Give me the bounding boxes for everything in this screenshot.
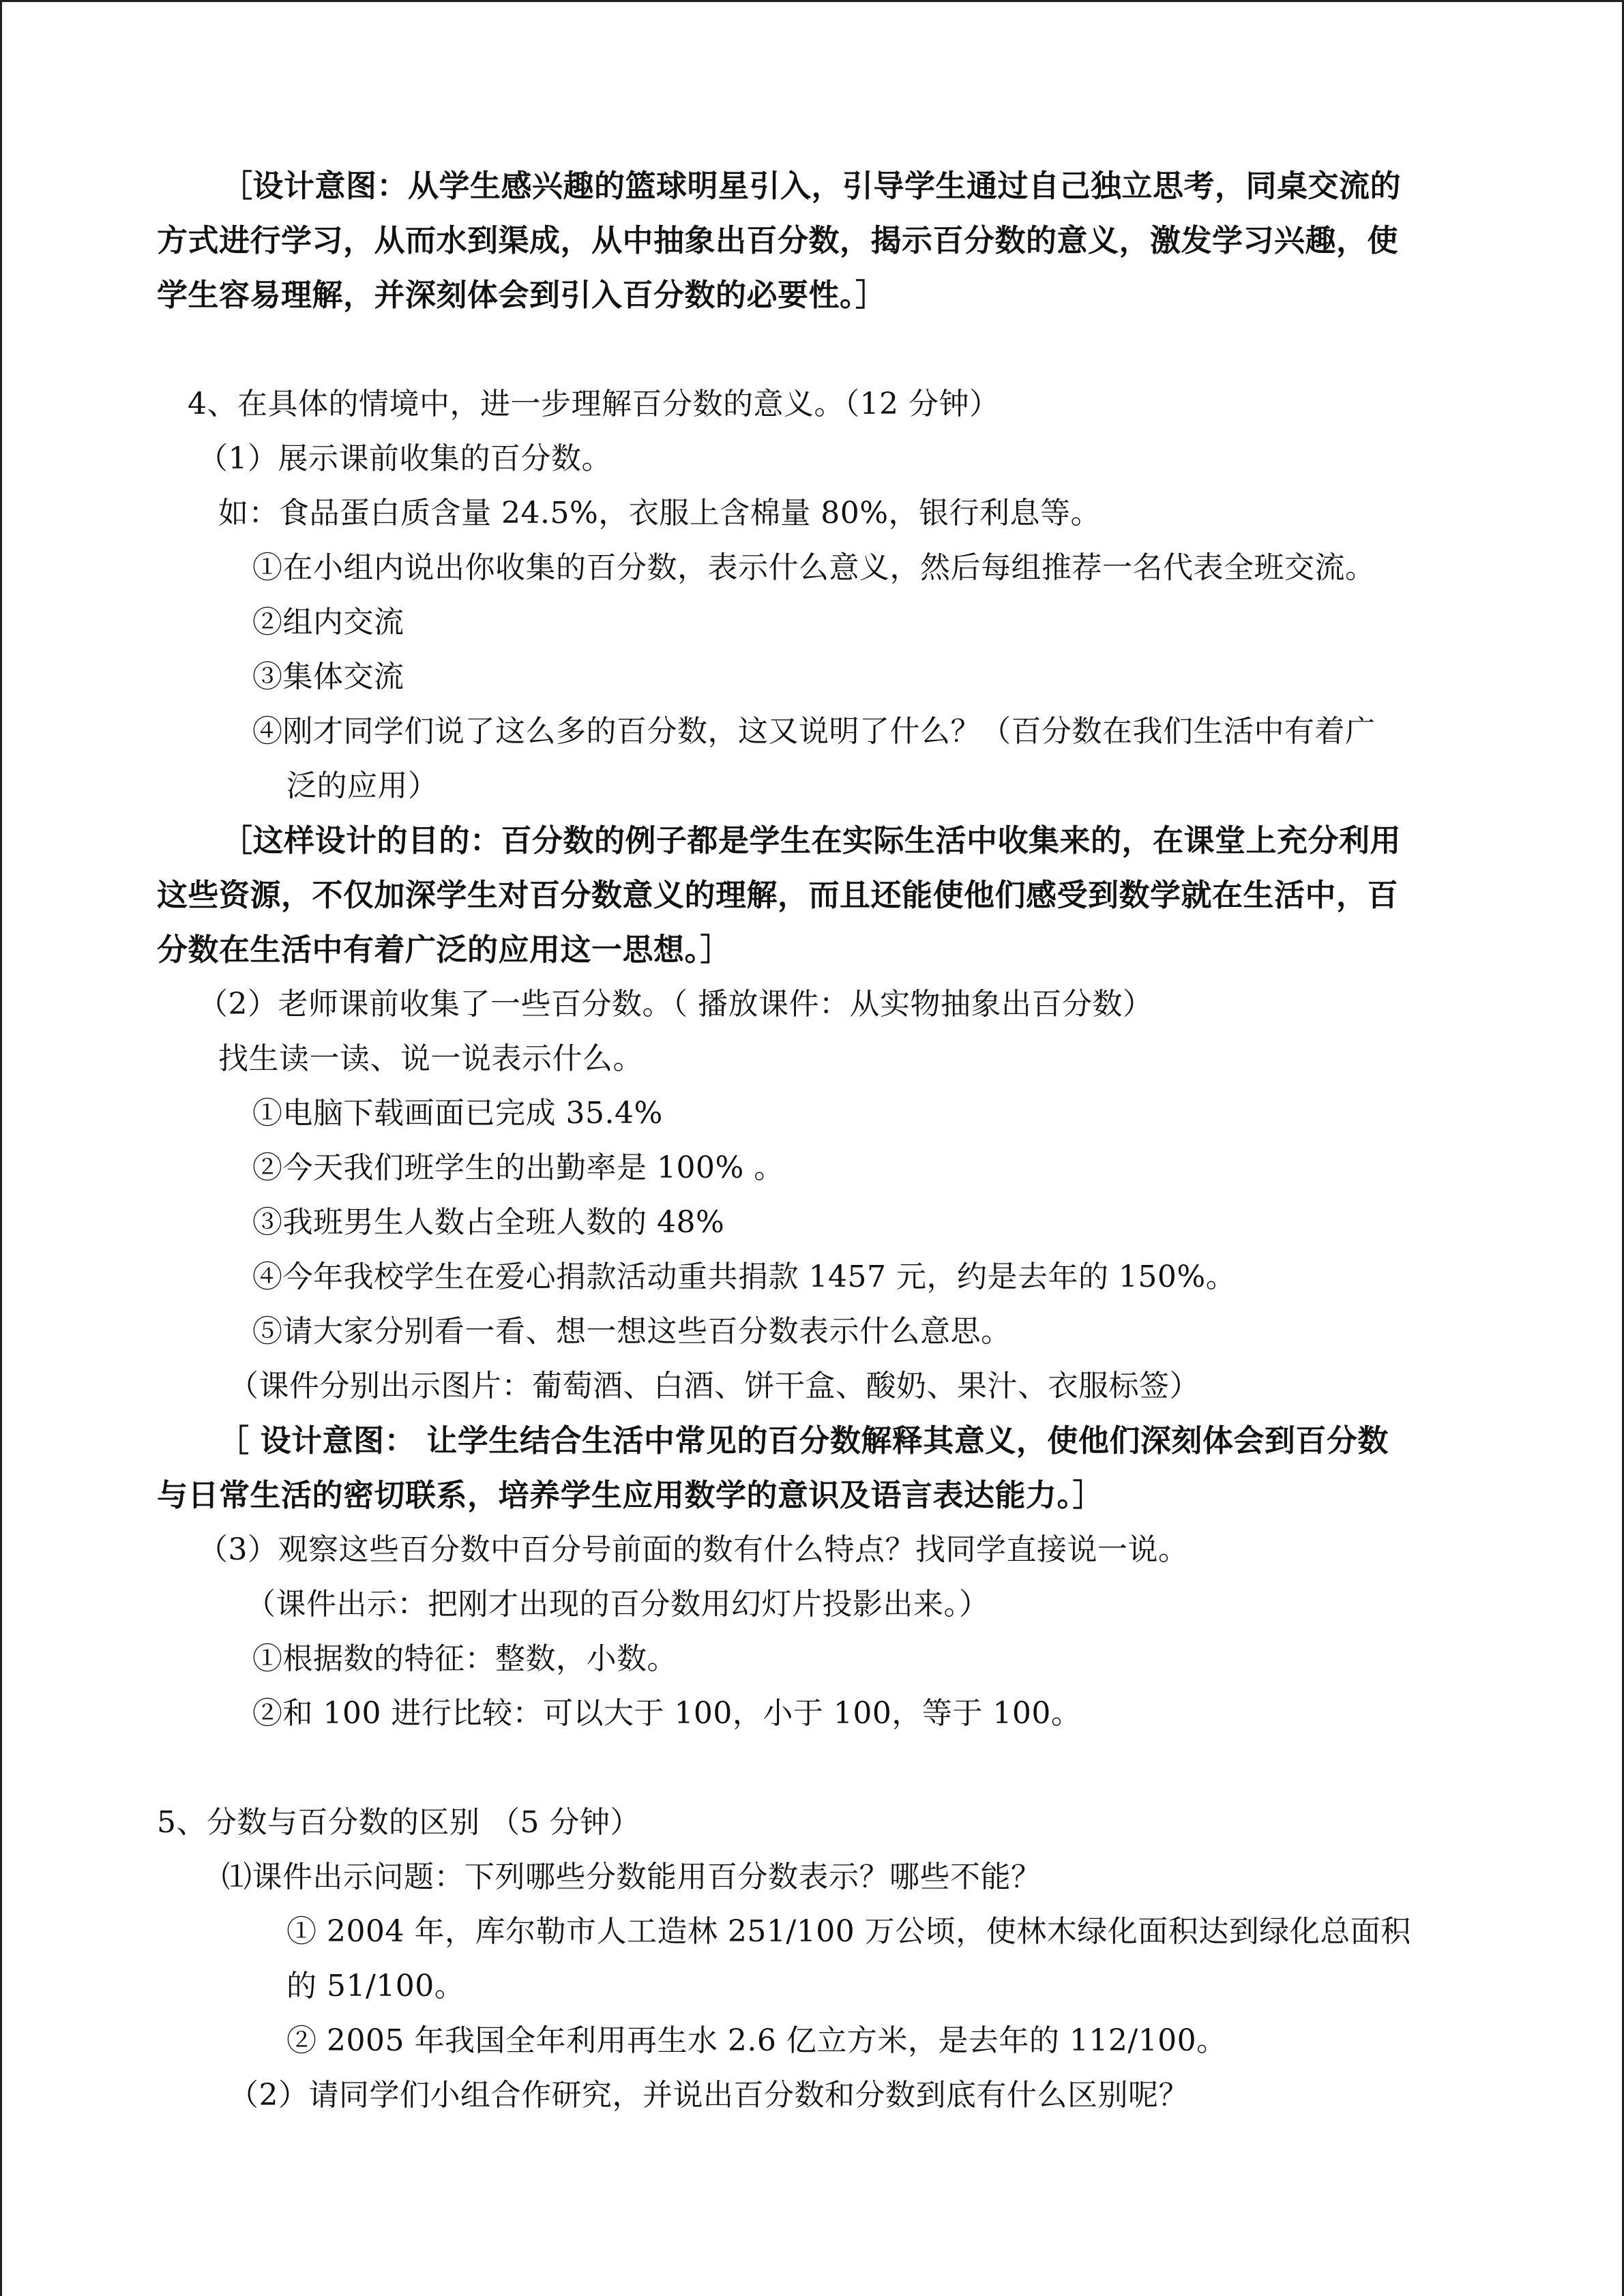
sub3-note: （课件出示：把刚才出现的百分数用幻灯片投影出来。）: [246, 1587, 990, 1622]
section4-step4-line2: 泛的应用）: [286, 769, 439, 803]
section4-step2: ②组内交流: [252, 605, 404, 640]
sub2-heading: （2）老师课前收集了一些百分数。（ 播放课件：从实物抽象出百分数）: [198, 987, 1153, 1022]
purpose-line3: 分数在生活中有着广泛的应用这一思想。］: [157, 931, 732, 968]
section5-q1-line2: 的 51/100。: [286, 1969, 465, 2003]
design-intent-1-line2: 方式进行学习，从而水到渠成，从中抽象出百分数，揭示百分数的意义，激发学习兴趣，使: [157, 222, 1399, 258]
design-intent-2-line1: ［ 设计意图： 让学生结合生活中常见的百分数解释其意义，使他们深刻体会到百分数: [218, 1422, 1389, 1459]
sub2-item3: ③我班男生人数占全班人数的 48%: [252, 1205, 725, 1240]
sub3-item1: ①根据数的特征：整数，小数。: [252, 1641, 677, 1676]
page-border-top: [0, 0, 1624, 2]
sub2-item1: ①电脑下载画面已完成 35.4%: [252, 1096, 663, 1131]
section4-step1: ①在小组内说出你收集的百分数，表示什么意义，然后每组推荐一名代表全班交流。: [252, 550, 1376, 585]
sub2-item5: ⑤请大家分别看一看、想一想这些百分数表示什么意思。: [252, 1314, 1012, 1349]
sub2-intro: 找生读一读、说一说表示什么。: [218, 1041, 643, 1076]
section5-sub1: ⑴课件出示问题：下列哪些分数能用百分数表示？哪些不能？: [222, 1860, 1042, 1894]
section5-q2: ② 2005 年我国全年利用再生水 2.6 亿立方米，是去年的 112/100。: [286, 2023, 1227, 2058]
design-intent-2-line2: 与日常生活的密切联系，培养学生应用数学的意识及语言表达能力。］: [157, 1477, 1104, 1513]
purpose-line2: 这些资源，不仅加深学生对百分数意义的理解，而且还能使他们感受到数学就在生活中，百: [157, 877, 1399, 913]
page-border-left: [0, 0, 2, 2296]
sub2-item4: ④今年我校学生在爱心捐款活动重共捐款 1457 元，约是去年的 150%。: [252, 1259, 1237, 1294]
sub2-note: （课件分别出示图片：葡萄酒、白酒、饼干盒、酸奶、果汁、衣服标签）: [228, 1369, 1200, 1403]
design-intent-1-line3: 学生容易理解，并深刻体会到引入百分数的必要性。］: [157, 277, 887, 313]
sub3-heading: （3）观察这些百分数中百分号前面的数有什么特点？找同学直接说一说。: [198, 1532, 1189, 1567]
sub3-item2: ②和 100 进行比较：可以大于 100，小于 100，等于 100。: [252, 1696, 1082, 1731]
section4-heading: 4、在具体的情境中，进一步理解百分数的意义。（12 分钟）: [188, 387, 1000, 421]
section4-sub1: （1）展示课前收集的百分数。: [198, 441, 612, 476]
design-intent-1-line1: ［设计意图：从学生感兴趣的篮球明星引入，引导学生通过自己独立思考，同桌交流的: [222, 168, 1402, 204]
section4-step3: ③集体交流: [252, 659, 404, 694]
section4-example: 如：食品蛋白质含量 24.5%，衣服上含棉量 80%，银行利息等。: [218, 496, 1102, 531]
sub2-item2: ②今天我们班学生的出勤率是 100% 。: [252, 1150, 784, 1185]
section5-q1-line1: ① 2004 年，库尔勒市人工造林 251/100 万公顷，使林木绿化面积达到绿化总面积: [286, 1914, 1411, 1949]
purpose-line1: ［这样设计的目的：百分数的例子都是学生在实际生活中收集来的，在课堂上充分利用: [222, 822, 1402, 859]
section5-heading: 5、分数与百分数的区别 （5 分钟）: [157, 1805, 640, 1840]
section4-step4-line1: ④刚才同学们说了这么多的百分数，这又说明了什么？（百分数在我们生活中有着广: [252, 714, 1376, 749]
section5-sub2: （2）请同学们小组合作研究，并说出百分数和分数到底有什么区别呢？: [228, 2078, 1189, 2113]
